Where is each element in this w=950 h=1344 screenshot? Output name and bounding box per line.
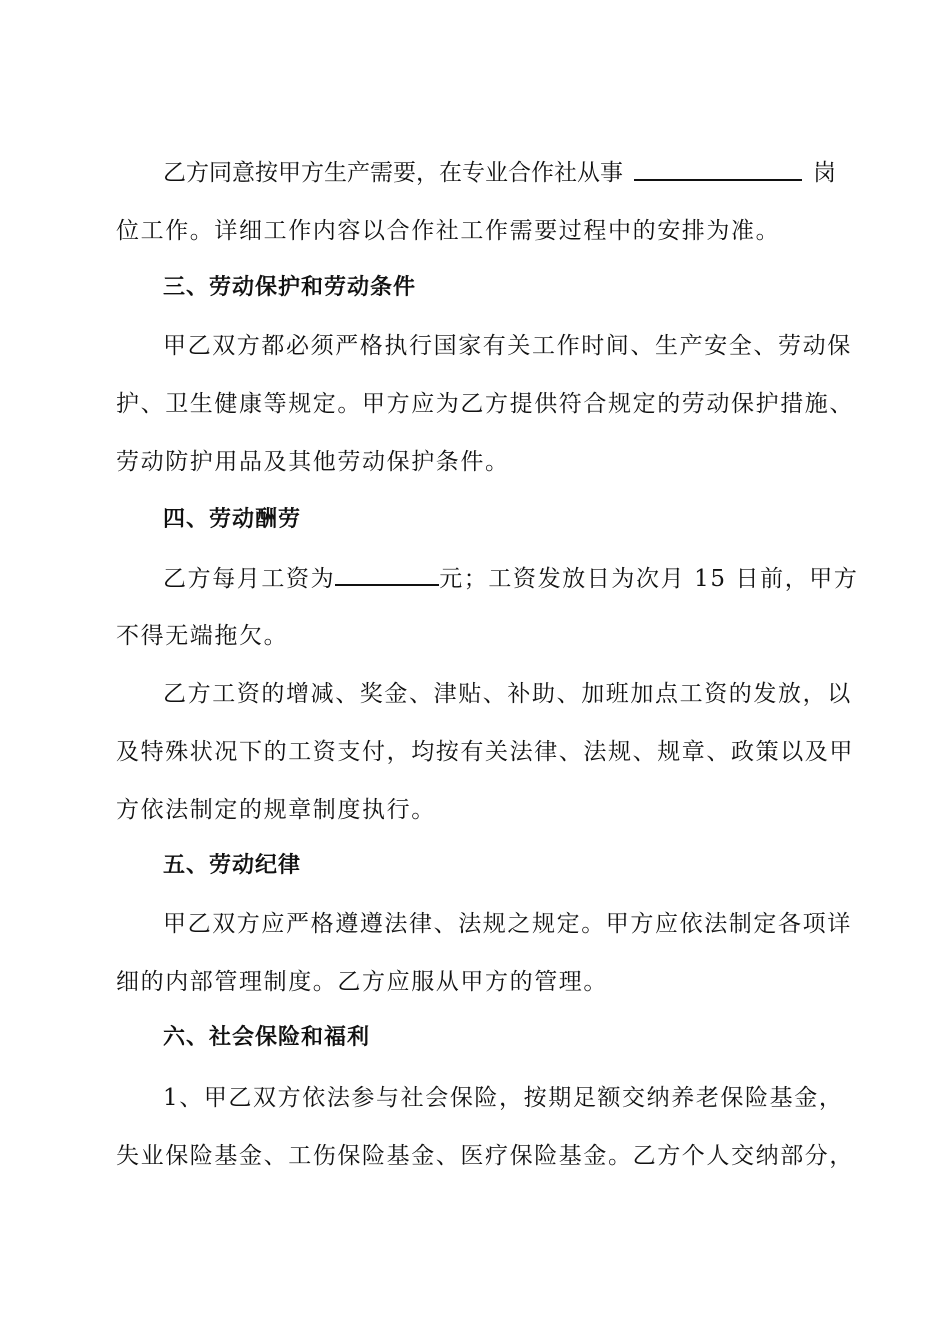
- section-heading-4: 四、劳动酬劳: [163, 507, 302, 532]
- paragraph-line: 劳动防护用品及其他劳动保护条件。: [116, 449, 510, 475]
- paragraph-line: 甲乙双方应严格遵遵法律、法规之规定。甲方应依法制定各项详: [163, 911, 852, 937]
- paragraph-line: [163, 157, 836, 189]
- paragraph-line: 及特殊状况下的工资支付，均按有关法律、法规、规章、政策以及甲: [116, 739, 854, 765]
- text-segment: 乙方每月工资为: [163, 566, 336, 592]
- paragraph-line: 不得无端拖欠。: [116, 623, 289, 649]
- fill-in-blank-salary[interactable]: [335, 562, 439, 586]
- paragraph-line: 细的内部管理制度。乙方应服从甲方的管理。: [116, 969, 608, 995]
- text-segment: 乙方同意按甲方生产需要，在专业合作社从事: [163, 160, 623, 186]
- text-segment: 岗: [813, 160, 836, 186]
- fill-in-blank-position[interactable]: [634, 157, 802, 181]
- paragraph-line: 失业保险基金、工伤保险基金、医疗保险基金。乙方个人交纳部分，: [116, 1143, 854, 1169]
- paragraph-line: 甲乙双方都必须严格执行国家有关工作时间、生产安全、劳动保: [163, 333, 852, 359]
- paragraph-line: 乙方工资的增减、奖金、津贴、补助、加班加点工资的发放，以: [163, 681, 852, 707]
- text-segment: 元；工资发放日为次月 15 日前，甲方: [439, 566, 859, 592]
- paragraph-line: 1、甲乙双方依法参与社会保险，按期足额交纳养老保险基金，: [163, 1085, 844, 1111]
- paragraph-line: 方依法制定的规章制度执行。: [116, 797, 436, 823]
- section-heading-6: 六、社会保险和福利: [163, 1025, 371, 1050]
- paragraph-line: [163, 562, 859, 595]
- paragraph-line: 位工作。详细工作内容以合作社工作需要过程中的安排为准。: [116, 218, 781, 244]
- section-heading-3: 三、劳动保护和劳动条件: [163, 275, 417, 300]
- paragraph-line: 护、卫生健康等规定。甲方应为乙方提供符合规定的劳动保护措施、: [116, 391, 854, 417]
- section-heading-5: 五、劳动纪律: [163, 853, 302, 878]
